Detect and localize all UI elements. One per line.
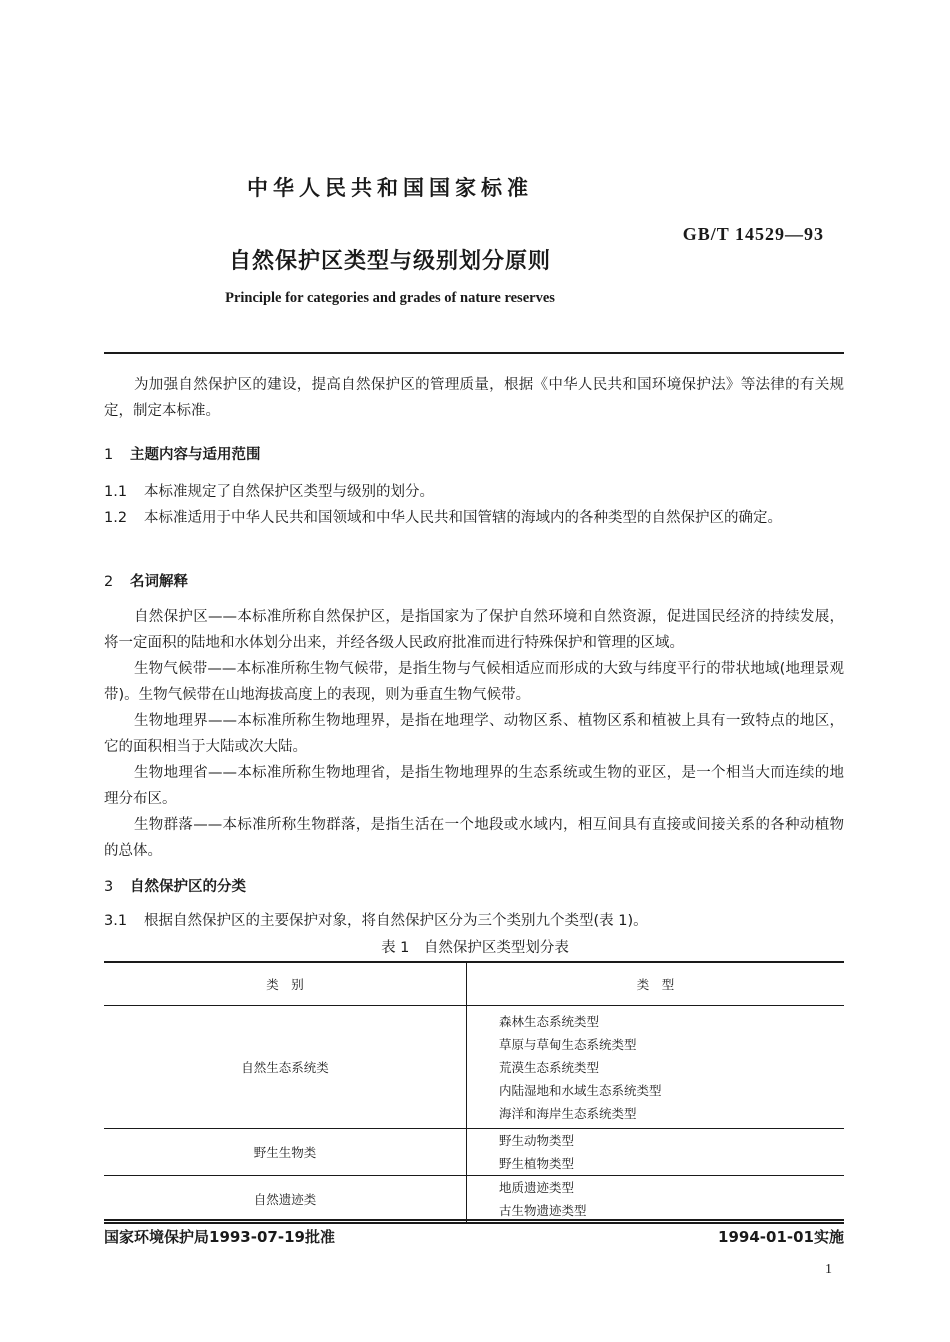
table-caption: 表 1 自然保护区类型划分表 xyxy=(381,940,569,956)
type-item: 草原与草甸生态系统类型 xyxy=(499,1036,637,1052)
type-item: 古生物遗迹类型 xyxy=(499,1203,587,1218)
classification-table xyxy=(104,961,844,1224)
types-cell xyxy=(467,1006,845,1129)
section-1-heading xyxy=(104,443,261,464)
definition-biogeographic-realm: 生物地理界——本标准所称生物地理界，是指在地理学、动物区系、植物区系和植被上具有一致特点的地区，它的面积相当于大陆或次大陆。 xyxy=(104,713,844,755)
type-item: 地质遗迹类型 xyxy=(499,1180,575,1195)
section-number: 2 xyxy=(104,574,114,590)
section-number: 3 xyxy=(104,879,114,895)
section-number: 1 xyxy=(104,447,114,463)
section-3-heading xyxy=(104,875,246,896)
clause-text: 本标准适用于中华人民共和国领域和中华人民共和国管辖的海域内的各种类型的自然保护区的确定。 xyxy=(144,510,782,526)
page-number: 1 xyxy=(825,1262,832,1277)
definition-biotic-community: 生物群落——本标准所称生物群落，是指生活在一个地段或水域内，相互间具有直接或间接关系的各种动植物的总体。 xyxy=(104,817,844,859)
types-cell xyxy=(467,1176,845,1224)
intro-paragraph: 为加强自然保护区的建设，提高自然保护区的管理质量，根据《中华人民共和国环境保护法》等法律的有关规定，制定本标准。 xyxy=(104,377,844,419)
type-item: 森林生态系统类型 xyxy=(499,1013,600,1029)
type-item: 荒漠生态系统类型 xyxy=(499,1059,600,1075)
definition-bioclimatic-zone: 生物气候带——本标准所称生物气候带，是指生物与气候相适应而形成的大致与纬度平行的带状地域(地理景观带)。生物气候带在山地海拔高度上的表现，则为垂直生物气候带。 xyxy=(104,661,844,703)
type-item: 内陆湿地和水域生态系统类型 xyxy=(499,1082,662,1098)
clause-1-2 xyxy=(104,505,844,531)
types-cell xyxy=(467,1129,845,1176)
section-2-heading xyxy=(104,570,188,591)
header-divider xyxy=(104,352,844,354)
definition-biogeographic-province: 生物地理省——本标准所称生物地理省，是指生物地理界的生态系统或生物的亚区，是一个相当大而连续的地理分布区。 xyxy=(104,765,844,807)
table-row xyxy=(104,1129,844,1176)
clause-number: 1.2 xyxy=(104,510,128,526)
type-item: 野生动物类型 xyxy=(499,1133,575,1148)
footer-divider xyxy=(104,1219,844,1221)
table-header-row xyxy=(104,962,844,1006)
type-item: 野生植物类型 xyxy=(499,1156,575,1171)
clause-1-1 xyxy=(104,479,844,505)
document-title-en: Principle for categories and grades of nature reserves xyxy=(225,290,555,306)
clause-number: 3.1 xyxy=(104,913,128,929)
type-item: 海洋和海岸生态系统类型 xyxy=(499,1105,637,1121)
category-cell: 自然遗迹类 xyxy=(104,1176,467,1224)
clause-text: 根据自然保护区的主要保护对象，将自然保护区分为三个类别九个类型(表 1)。 xyxy=(144,913,648,929)
section-title: 主题内容与适用范围 xyxy=(130,447,261,463)
table-row xyxy=(104,1006,844,1129)
category-cell: 自然生态系统类 xyxy=(104,1006,467,1129)
section-title: 名词解释 xyxy=(130,574,188,590)
document-title-cn: 自然保护区类型与级别划分原则 xyxy=(228,249,551,274)
definition-nature-reserve: 自然保护区——本标准所称自然保护区，是指国家为了保护自然环境和自然资源，促进国民经济的持续发展，将一定面积的陆地和水体划分出来，并经各级人民政府批准而进行特殊保护和管理的区域。 xyxy=(104,609,844,651)
section-title: 自然保护区的分类 xyxy=(130,879,246,895)
clause-number: 1.1 xyxy=(104,484,128,500)
clause-3-1 xyxy=(104,908,844,934)
national-standard-heading: 中华人民共和国国家标准 xyxy=(247,176,533,200)
header-category: 类 别 xyxy=(104,962,467,1006)
approval-statement: 国家环境保护局1993-07-19批准 xyxy=(104,1228,335,1246)
table-row xyxy=(104,1176,844,1224)
implementation-date: 1994-01-01实施 xyxy=(718,1228,844,1246)
clause-text: 本标准规定了自然保护区类型与级别的划分。 xyxy=(144,484,434,500)
category-cell: 野生生物类 xyxy=(104,1129,467,1176)
header-type: 类 型 xyxy=(467,962,845,1006)
standard-number: GB/T 14529—93 xyxy=(682,224,824,244)
